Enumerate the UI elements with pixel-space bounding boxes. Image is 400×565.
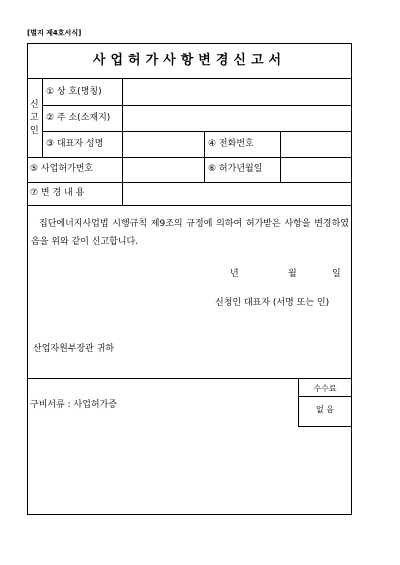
divider — [27, 205, 352, 206]
trade-name-field[interactable] — [123, 79, 351, 104]
license-date-label: ⑥ 허가년월일 — [208, 164, 263, 174]
change-content-label: ⑦ 변 경 내 용 — [30, 188, 85, 198]
trade-name-label: ① 상 호(명칭) — [46, 87, 102, 97]
divider — [42, 78, 43, 157]
required-documents: 구비서류 : 사업허가증 — [30, 400, 118, 410]
date-day: 일 — [332, 269, 341, 279]
fee-divider — [298, 426, 352, 427]
change-content-field[interactable] — [123, 183, 351, 204]
divider — [27, 378, 352, 379]
license-date-field[interactable] — [281, 158, 351, 181]
applicant-label: 고 — [30, 113, 39, 123]
license-number-field[interactable] — [123, 158, 203, 181]
phone-field[interactable] — [281, 132, 351, 156]
form-title: 사업허가사항변경신고서 — [92, 53, 287, 68]
representative-field[interactable] — [123, 132, 203, 156]
address-field[interactable] — [123, 106, 351, 130]
addressee: 산업자원부장관 귀하 — [33, 344, 115, 354]
address-label: ② 주 소(소재지) — [46, 113, 111, 123]
fee-label: 수수료 — [313, 384, 337, 393]
declaration-statement: 집단에너지사업법 시행규칙 제9조의 규정에 의하여 허가받은 사항을 변경하였음을 위와 같이 신고합니다. — [31, 219, 349, 247]
date-year: 년 — [230, 269, 239, 279]
divider — [204, 131, 205, 182]
signature-line: 신청인 대표자 (서명 또는 인) — [215, 298, 330, 308]
phone-label: ④ 전화번호 — [208, 139, 254, 149]
applicant-label: 신 — [30, 100, 39, 110]
form-number-tag: [별지 제4호서식] — [27, 29, 82, 37]
fee-divider — [298, 396, 352, 397]
license-number-label: ⑤ 사업허가번호 — [30, 164, 94, 174]
applicant-label: 인 — [30, 126, 39, 136]
fee-value: 없 음 — [316, 405, 334, 414]
representative-label: ③ 대표자 성명 — [46, 139, 104, 149]
date-month: 월 — [288, 269, 297, 279]
